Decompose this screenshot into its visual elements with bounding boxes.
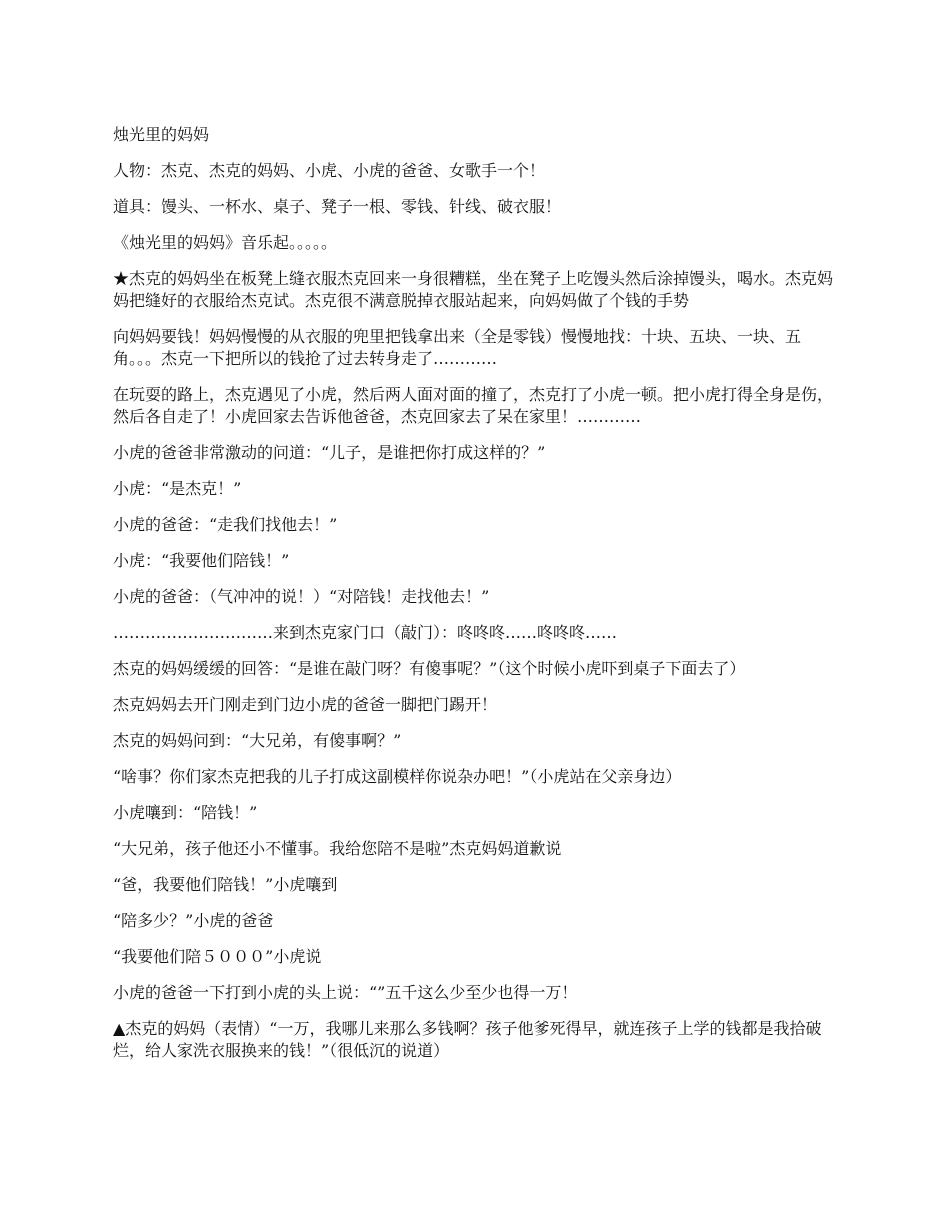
dialogue-line: “我要他们陪５０００”小虎说: [113, 947, 322, 966]
props-line: 道具：馒头、一杯水、桌子、凳子一根、零钱、针线、破衣服！: [113, 197, 562, 216]
dialogue-line: 小虎：“我要他们陪钱！”: [113, 551, 290, 570]
dialogue-line: 杰克的妈妈问到：“大兄弟，有傻事啊？”: [113, 731, 402, 750]
dialogue-line: 小虎的爸爸非常激动的问道：“儿子，是谁把你打成这样的？”: [113, 443, 546, 462]
stage-direction: …………………………来到杰克家门口（敲门）：咚咚咚……咚咚咚……: [113, 623, 618, 642]
dialogue-line: “爸，我要他们陪钱！”小虎嚷到: [113, 875, 338, 894]
dialogue-line: “大兄弟，孩子他还小不懂事。我给您陪不是啦”杰克妈妈道歉说: [113, 839, 562, 858]
dialogue-line: 小虎：“是杰克！”: [113, 479, 242, 498]
scene-paragraph: 在玩耍的路上，杰克遇见了小虎，然后两人面对面的撞了，杰克打了小虎一顿。把小虎打得全身是伤，然后各自走了！小虎回家去告诉他爸爸，杰克回家去了呆在家里！…………: [113, 385, 834, 426]
dialogue-line: “啥事？你们家杰克把我的儿子打成这副模样你说杂办吧！”（小虎站在父亲身边）: [113, 767, 682, 786]
document-page: [113, 124, 843, 1076]
characters-line: 人物：杰克、杰克的妈妈、小虎、小虎的爸爸、女歌手一个！: [113, 161, 546, 180]
dialogue-line: 小虎的爸爸：“走我们找他去！”: [113, 515, 338, 534]
dialogue-line: 杰克的妈妈缓缓的回答：“是谁在敲门呀？有傻事呢？”（这个时候小虎吓到桌子下面去了）: [113, 659, 746, 678]
dialogue-line: ▲杰克的妈妈（表情）“一万，我哪儿来那么多钱啊？孩子他爹死得早，就连孩子上学的钱都是我拾破烂，给人家洗衣服换来的钱！”（很低沉的说道）: [113, 1019, 822, 1060]
scene-paragraph: ★杰克的妈妈坐在板凳上缝衣服杰克回来一身很糟糕，坐在凳子上吃馒头然后涂掉馒头，喝水。杰克妈妈把缝好的衣服给杰克试。杰克很不满意脱掉衣服站起来，向妈妈做了个钱的手势: [113, 269, 834, 310]
stage-direction: 杰克妈妈去开门刚走到门边小虎的爸爸一脚把门踢开！: [113, 695, 498, 714]
dialogue-line: 小虎嚷到：“陪钱！”: [113, 803, 258, 822]
dialogue-line: 小虎的爸爸：（气冲冲的说！）“对陪钱！走找他去！”: [113, 587, 490, 606]
scene-paragraph: 向妈妈要钱！妈妈慢慢的从衣服的兜里把钱拿出来（全是零钱）慢慢地找：十块、五块、一块、五角。。。杰克一下把所以的钱抢了过去转身走了…………: [113, 327, 802, 368]
dialogue-line: “陪多少？”小虎的爸爸: [113, 911, 274, 930]
music-cue: 《烛光里的妈妈》音乐起。。。。。: [113, 233, 338, 252]
document-title: 烛光里的妈妈: [113, 125, 210, 144]
dialogue-line: 小虎的爸爸一下打到小虎的头上说：“”五千这么少至少也得一万！: [113, 983, 578, 1002]
